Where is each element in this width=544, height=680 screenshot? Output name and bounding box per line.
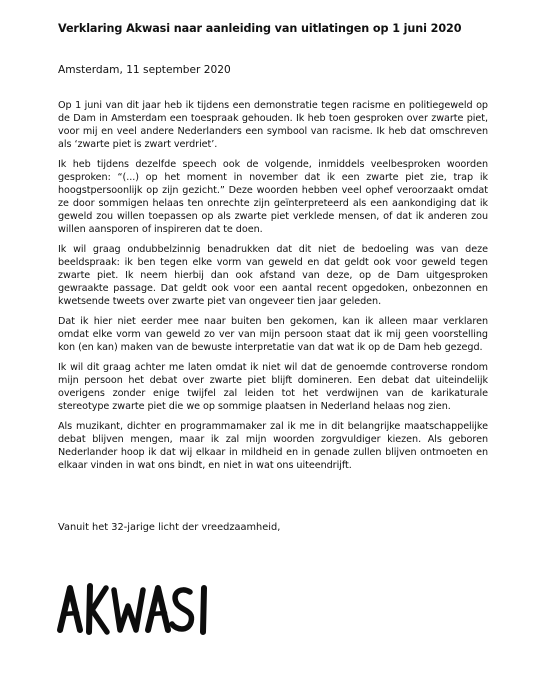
date-line: Amsterdam, 11 september 2020 [58,64,231,76]
closing-line: Vanuit het 32-jarige licht der vreedzaamheid, [58,522,281,533]
paragraph-1: Op 1 juni van dit jaar heb ik tijdens een demonstratie tegen racisme en politiegeweld op de Dam in Amsterdam een toespraak gehouden. Ik heb toen gesproken over zwarte piet, voor mij en veel andere Nederlanders een symbool van racisme. Ik heb dat omschreven als ‘zwarte piet is zwart verdriet’. [58,100,488,150]
paragraph-6: Als muzikant, dichter en programmamaker zal ik me in dit belangrijke maatschappelijke debat blijven mengen, maar ik zal mijn woorden zorgvuldiger kiezen. Als geboren Nederlander hoop ik dat wij elkaar in mildheid en in genade zullen blijven ontmoeten en elkaar vinden in wat ons bindt, en niet in wat ons uiteendrijft. [58,421,488,471]
paragraph-2: Ik heb tijdens dezelfde speech ook de volgende, inmiddels veelbesproken woorden gesproken: “(...) op het moment in november dat ik een zwarte piet zie, trap ik hoogstpersoonlijk op zijn gezicht.” Deze woorden hebben veel ophef veroorzaakt omdat ze door sommigen helaas ten onrechte zijn geïnterpreteerd als een aankondiging dat ik geweld zou willen toepassen op als zwarte piet verklede mensen, of dat ik anderen zou willen aansporen of inspireren dat te doen. [58,159,488,235]
paragraph-5: Ik wil dit graag achter me laten omdat ik niet wil dat de genoemde controverse rondom mijn persoon het debat over zwarte piet blijft domineren. Een debat dat uiteindelijk overigens zonder enige twijfel zal leiden tot het verdwijnen van de karikaturale stereotype zwarte piet die we op sommige plaatsen in Nederland helaas nog zien. [58,362,488,412]
document-title: Verklaring Akwasi naar aanleiding van uitlatingen op 1 juni 2020 [58,22,462,35]
statement-body [58,99,488,479]
paragraph-3: Ik wil graag ondubbelzinnig benadrukken dat dit niet de bedoeling was van deze beeldspraak: ik ben tegen elke vorm van geweld en dat geldt ook voor geweld tegen zwarte piet. Ik neem hierbij dan ook afstand van deze, op de Dam uitgesproken gewraakte passage. Dat geldt ook voor een aantal recent opgedoken, onbezonnen en kwetsende tweets over zwarte piet van ongeveer tien jaar geleden. [58,244,488,307]
signature-logo [56,580,216,635]
paragraph-4: Dat ik hier niet eerder mee naar buiten ben gekomen, kan ik alleen maar verklaren omdat elke vorm van geweld zo ver van mijn persoon staat dat ik mij geen voorstelling kon (en kan) maken van de bewuste interpretatie van dat wat ik op de Dam heb gezegd. [58,316,488,353]
